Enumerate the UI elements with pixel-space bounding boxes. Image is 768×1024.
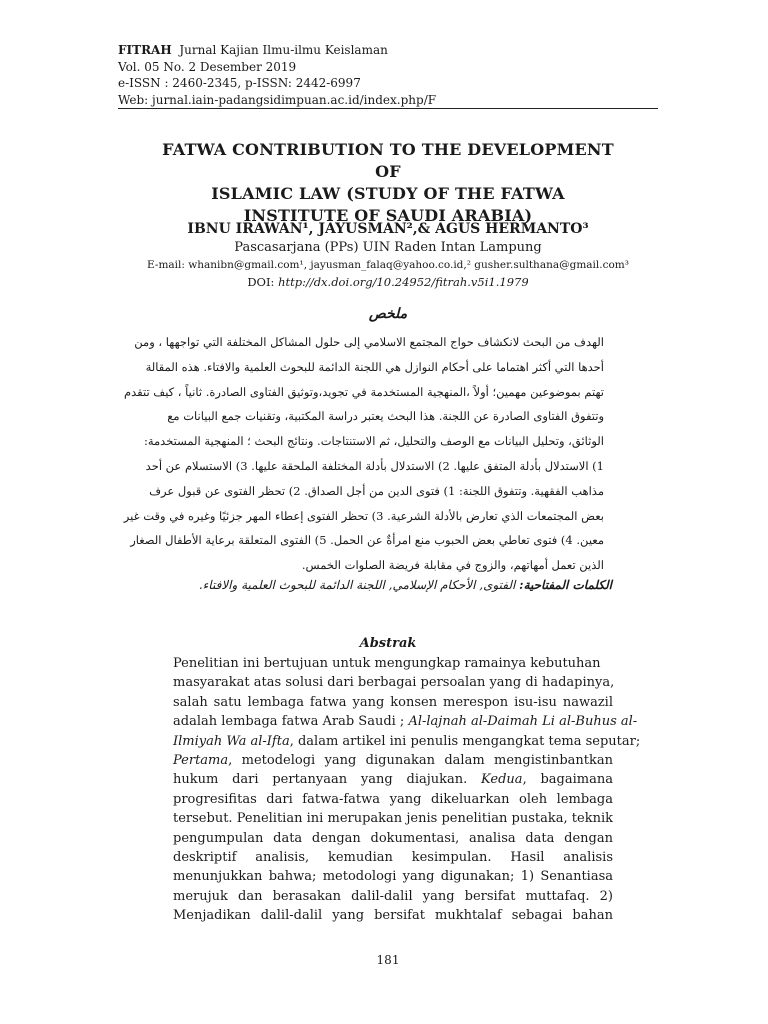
abstrak-body	[173, 654, 641, 926]
abstrak-text: merujuk dan berasakan dalil-dalil yang bersifat muttafaq. 2)	[173, 888, 613, 904]
abstrak-text: hukum dari pertanyaan yang diajukan.	[173, 772, 482, 788]
arabic-keywords-label: الكلمات المفتاحية:	[519, 578, 612, 592]
abstrak-text: , bagaimana	[522, 772, 613, 788]
abstrak-line	[173, 867, 613, 886]
arabic-abstract-line: 1) الاستدلال بأدلة المتفق عليها. 2) الاستدلال بأدلة المختلفة الملحقة عليها. 3) الاستسلام عن أحد	[145, 458, 604, 473]
author-list: IBNU IRAWAN¹, JAYUSMAN²,& AGUS HERMANTO³	[187, 221, 589, 237]
journal-header	[118, 42, 658, 108]
author-affiliation: Pascasarjana (PPs) UIN Raden Intan Lampung	[234, 240, 542, 255]
arabic-abstract-line: الوثائق، وتحليل البيانات مع الوصف والتحليل، ثم الاستنتاجات. ونتائج البحث ؛ المنهجية المستخدمة:	[143, 434, 604, 449]
abstrak-line	[173, 712, 638, 731]
abstrak-line	[173, 848, 613, 867]
arabic-abstract-line: أحدها التي أكثر اهتماما على أحكام النوازل هي اللجنة الدائمة للبحوث العلمية والافتاء. هذه المقالة	[145, 359, 604, 374]
arabic-keywords	[200, 578, 612, 592]
journal-volume: Vol. 05 No. 2 Desember 2019	[118, 59, 297, 74]
abstrak-line	[173, 809, 613, 828]
arabic-keywords-list: الفتوى, الأحكام الإسلامي, اللجنة الدائمة للبحوث العلمية والافتاء.	[198, 578, 520, 592]
doi-line	[118, 275, 658, 289]
arabic-abstract-line: الذين تعمل أمهاتهم، والزوج في مقابلة فريضة الصلوات الخمس.	[301, 558, 604, 573]
page-number: 181	[376, 953, 400, 967]
abstrak-text: tersebut. Penelitian ini merupakan jenis penelitian pustaka, teknik	[173, 811, 613, 827]
abstrak-text: , dalam artikel ini penulis mengangkat tema seputar;	[289, 733, 641, 749]
abstrak-line	[173, 770, 613, 789]
abstrak-line	[173, 732, 641, 751]
doi-link[interactable]: http://dx.doi.org/10.24952/fitrah.v5i1.1979	[278, 275, 529, 289]
abstrak-text: , metodelogi yang digunakan dalam mengistinbantkan	[228, 753, 613, 769]
abstrak-line	[173, 693, 613, 712]
journal-web: Web: jurnal.iain-padangsidimpuan.ac.id/index.php/F	[118, 92, 437, 107]
article-title	[150, 139, 626, 227]
abstrak-italic-term: Kedua	[481, 772, 523, 788]
abstrak-line	[173, 906, 613, 925]
abstrak-text: progresifitas dari fatwa-fatwa yang dikeluarkan oleh lembaga	[173, 791, 613, 807]
author-emails: E-mail: whanibn@gmail.com¹, jayusman_falaq@yahoo.co.id,² gusher.sulthana@gmail.com³	[147, 259, 629, 271]
title-line: INSTITUTE OF SAUDI ARABIA)	[243, 206, 533, 225]
arabic-abstract-line: معين. 4) فتوى تعاطي بعض الحبوب منع امرأةٌ عن الحمل. 5) الفتوى المتعلقة برعاية الأطفال الصغار	[130, 533, 604, 548]
abstrak-heading: Abstrak	[359, 636, 417, 651]
abstrak-line	[173, 673, 613, 692]
doi-label: DOI:	[247, 275, 279, 289]
abstrak-text: menunjukkan bahwa; metodologi yang digunakan; 1) Senantiasa	[173, 869, 613, 885]
journal-subtitle: Jurnal Kajian Ilmu-ilmu Keislaman	[179, 43, 388, 57]
arabic-abstract-heading: ملخص	[368, 306, 408, 322]
abstrak-text: masyarakat atas solusi dari berbagai persoalan yang di hadapinya,	[173, 675, 615, 691]
journal-issn: e-ISSN : 2460-2345, p-ISSN: 2442-6997	[118, 76, 361, 90]
title-line: FATWA CONTRIBUTION TO THE DEVELOPMENT OF	[162, 140, 614, 181]
abstrak-line	[173, 790, 613, 809]
arabic-abstract-line: بعض المجتمعات الذي تعارض بالأدلة الشرعية. 3) تحظر الفتوى إعطاء المهر جزئيًا وغيره في وقت غير	[123, 508, 604, 523]
arabic-abstract-line: وتتفوق الفتاوى الصادرة عن اللجنة. هذا البحث يعتبر دراسة المكتبية، وتقنيات جمع البيانات مع	[167, 409, 604, 424]
title-line: ISLAMIC LAW (STUDY OF THE FATWA	[211, 184, 565, 203]
arabic-abstract-body	[123, 330, 604, 578]
arabic-abstract-line: مذاهب الفقهية. وتتفوق اللجنة: 1) فتوى الدين من أجل الصداق. 2) تحظر الفتوى عن قبول عرف	[149, 483, 604, 498]
abstrak-italic-term: Ilmiyah Wa al-Ifta	[173, 733, 290, 749]
abstrak-text: deskriptif analisis, kemudian kesimpulan. Hasil analisis	[173, 850, 613, 866]
abstrak-text: Penelitian ini bertujuan untuk mengungkap ramainya kebutuhan	[173, 656, 601, 671]
arabic-abstract-line: تهتم بموضوعين مهمين؛ أولاً ،المنهجية المستخدمة في تجويد،وتوثيق الفتاوى الصادرة. ثانياً ، كيف تتقدم	[124, 384, 604, 399]
abstrak-text: pengumpulan data dengan dokumentasi, analisa data dengan	[173, 830, 613, 846]
abstrak-line	[173, 829, 613, 848]
abstrak-italic-term: Pertama	[173, 753, 229, 769]
journal-name-line	[118, 42, 658, 59]
abstrak-line	[173, 887, 613, 906]
header-divider	[118, 108, 658, 109]
journal-name: FITRAH	[118, 43, 172, 57]
arabic-abstract-line: الهدف من البحث لانكشاف حواج المجتمع الاسلامي إلى حلول المشاكل المختلفة التي تواجهها ، ومن	[134, 335, 604, 349]
abstrak-text: adalah lembaga fatwa Arab Saudi ;	[173, 714, 409, 730]
abstrak-italic-term: Al-lajnah al-Daimah Li al-Buhus al-	[408, 714, 638, 730]
abstrak-text: salah satu lembaga fatwa yang konsen merespon isu-isu nawazil	[173, 694, 613, 710]
abstrak-line	[173, 654, 613, 673]
abstrak-line	[173, 751, 613, 770]
abstrak-text: Menjadikan dalil-dalil yang bersifat mukhtalaf sebagai bahan	[173, 908, 613, 924]
